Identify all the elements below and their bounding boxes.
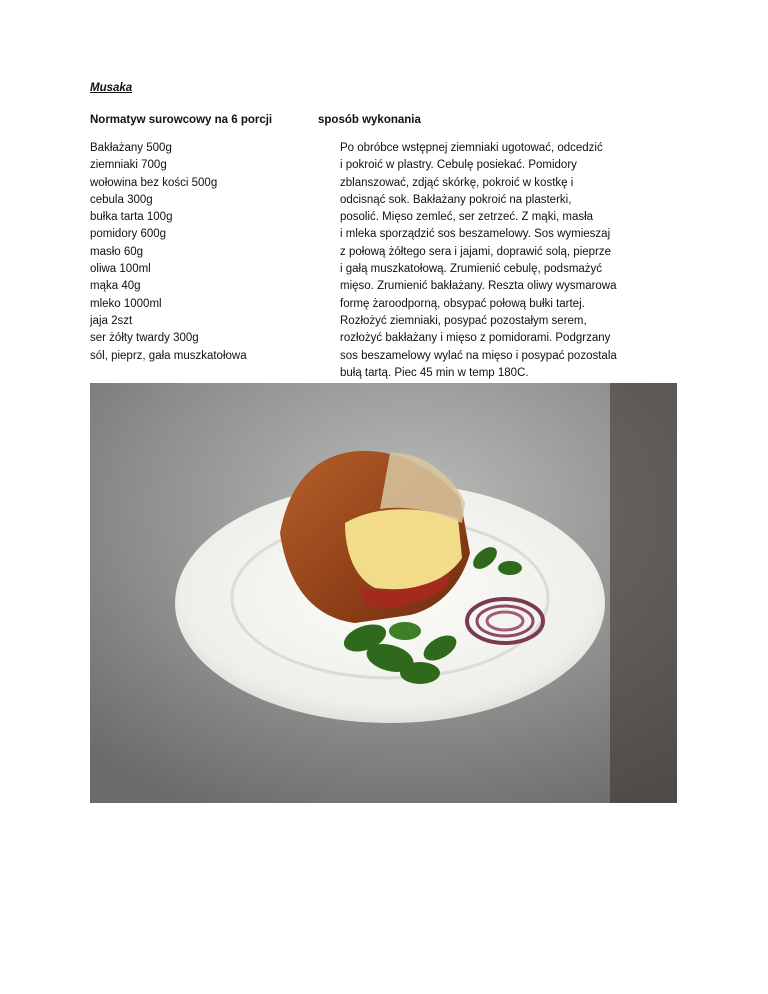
ingredient-item: cebula 300g (90, 193, 153, 206)
method-line: odcisnąć sok. Bakłażany pokroić na plasterki, (340, 193, 572, 206)
method-line: zblanszować, zdjąć skórkę, pokroić w kostkę i (340, 176, 574, 189)
ingredient-item: Bakłażany 500g (90, 142, 172, 154)
method-line: i mleka sporządzić sos beszamelowy. Sos wymieszaj (340, 228, 611, 241)
ingredient-item: pomidory 600g (90, 228, 167, 241)
method-line: Po obróbce wstępnej ziemniaki ugotować, odcedzić (340, 142, 603, 154)
method-line: z połową żółtego sera i jajami, doprawić solą, pieprze (340, 245, 612, 258)
ingredients-header: Normatyw surowcowy na 6 porcji (90, 114, 273, 126)
ingredient-item: ser żółty twardy 300g (90, 332, 199, 345)
method-line: bułą tartą. Piec 45 min w temp 180C. (340, 366, 529, 379)
method-text (340, 140, 617, 382)
ingredient-item: mleko 1000ml (90, 297, 162, 310)
ingredients-list (90, 140, 247, 365)
ingredient-item: sól, pieprz, gała muszkatołowa (90, 349, 247, 362)
method-line: i pokroić w plastry. Cebulę posiekać. Pomidory (340, 159, 577, 172)
counter-edge (610, 383, 677, 803)
ingredient-item: wołowina bez kości 500g (90, 176, 218, 189)
musaka-photo (90, 383, 677, 803)
method-line: i gałą muszkatołową. Zrumienić cebulę, podsmażyć (340, 263, 603, 276)
ingredient-item: jaja 2szt (90, 314, 133, 327)
method-line: mięso. Zrumienić bakłażany. Reszta oliwy wysmarowa (340, 280, 617, 293)
method-line: sos beszamelowy wylać na mięso i posypać pozostala (340, 349, 617, 362)
recipe-title: Musaka (90, 82, 133, 94)
ingredient-item: oliwa 100ml (90, 263, 151, 276)
method-line: rozłożyć bakłażany i mięso z pomidorami. Podgrzany (340, 332, 611, 345)
method-line: formę żaroodporną, obsypać połową bułki tartej. (340, 297, 585, 310)
method-line: posolić. Mięso zemleć, ser zetrzeć. Z mąki, masła (340, 211, 594, 224)
method-header: sposób wykonania (318, 114, 421, 126)
ingredient-item: masło 60g (90, 245, 144, 258)
ingredient-item: ziemniaki 700g (90, 159, 167, 172)
method-line: Rozłożyć ziemniaki, posypać pozostałym serem, (340, 314, 587, 327)
ingredient-item: bułka tarta 100g (90, 211, 173, 224)
ingredient-item: mąka 40g (90, 280, 141, 293)
